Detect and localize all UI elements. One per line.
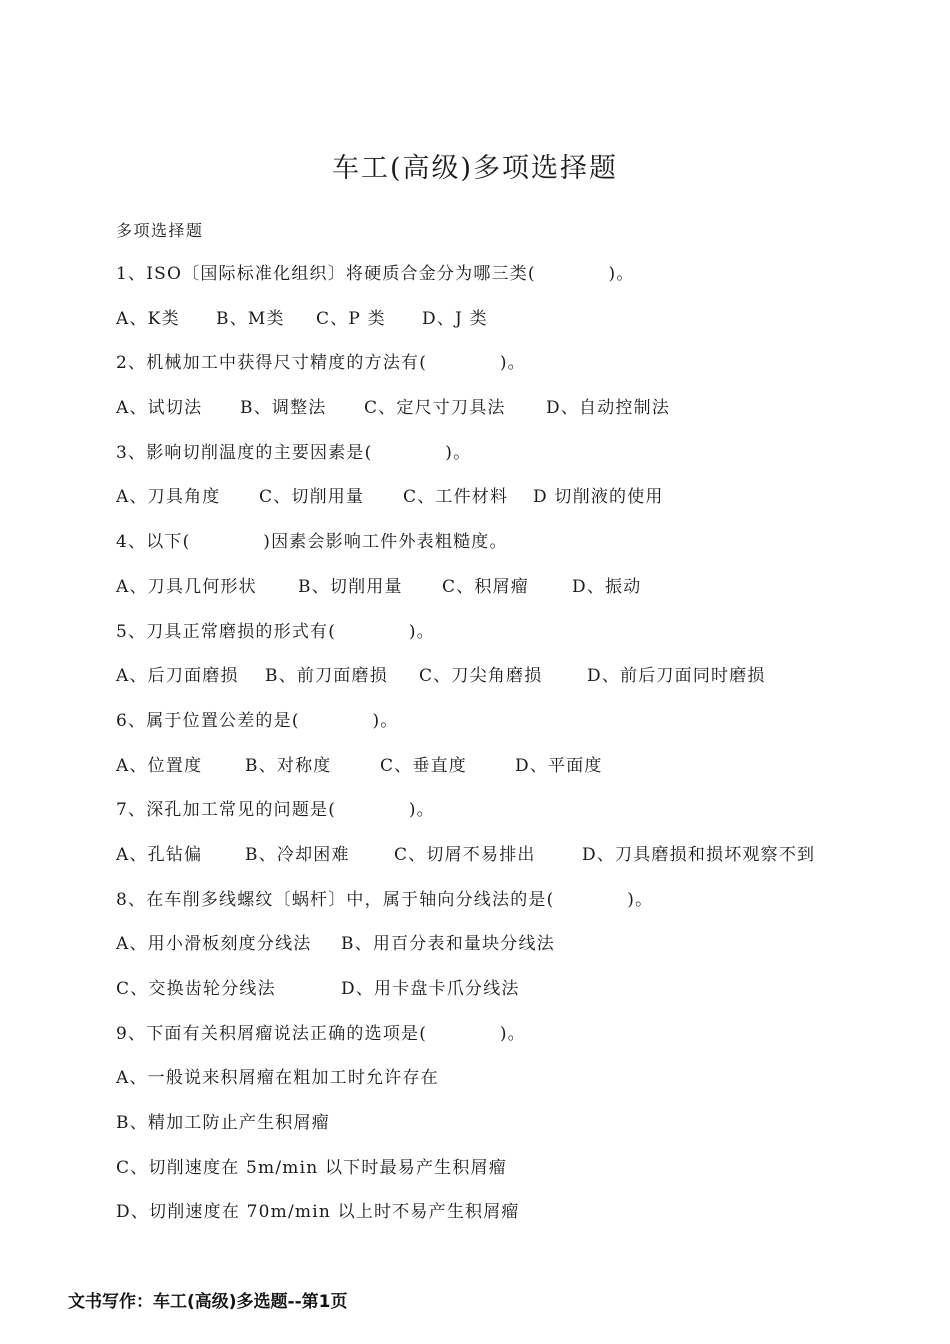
answer-option: C、刀尖角磨损	[419, 666, 543, 687]
answer-option: B、切削用量	[298, 576, 403, 597]
answer-option: A、刀具角度	[116, 487, 221, 508]
question-line: 5、刀具正常磨损的形式有( )。	[116, 621, 435, 642]
answer-option: C、工件材料	[403, 487, 509, 508]
option-line: C、切削速度在 5m/min 以下时最易产生积屑瘤	[116, 1157, 507, 1178]
option-line: D、切削速度在 70m/min 以上时不易产生积屑瘤	[116, 1202, 520, 1223]
answer-option: B、对称度	[245, 755, 332, 776]
question-line: 2、机械加工中获得尺寸精度的方法有( )。	[116, 353, 526, 374]
options-row	[116, 573, 916, 618]
question-line: 7、深孔加工常见的问题是( )。	[116, 800, 435, 821]
answer-option: A、位置度	[116, 755, 203, 776]
answer-option: C、积屑瘤	[442, 576, 530, 597]
question-line: 9、下面有关积屑瘤说法正确的选项是( )。	[116, 1023, 526, 1044]
options-row	[116, 930, 916, 975]
option-line: A、一般说来积屑瘤在粗加工时允许存在	[116, 1068, 439, 1089]
answer-option: A、K类	[116, 308, 180, 329]
answer-option: B、M类	[216, 308, 285, 329]
answer-option: B、冷却困难	[245, 844, 350, 865]
document-title: 车工(高级)多项选择题	[331, 153, 619, 184]
answer-option: A、试切法	[116, 398, 203, 419]
answer-option: C、P 类	[316, 308, 386, 329]
option-line: B、精加工防止产生积屑瘤	[116, 1113, 330, 1134]
answer-option: A、用小滑板刻度分线法	[116, 934, 312, 955]
question-line: 6、属于位置公差的是( )。	[116, 710, 399, 731]
question-line: 4、以下( )因素会影响工件外表粗糙度。	[116, 532, 508, 553]
answer-option: D 切削液的使用	[533, 487, 664, 508]
answer-option: D、前后刀面同时磨损	[587, 666, 766, 687]
answer-option: D、J 类	[422, 308, 488, 329]
options-row	[116, 662, 916, 707]
options-row	[116, 394, 916, 439]
answer-option: C、垂直度	[380, 755, 468, 776]
question-line: 8、在车削多线螺纹〔蜗杆〕中，属于轴向分线法的是( )。	[116, 889, 654, 910]
answer-option: A、刀具几何形状	[116, 576, 257, 597]
options-row	[116, 483, 916, 528]
answer-option: A、孔钻偏	[116, 844, 203, 865]
answer-option: D、自动控制法	[546, 398, 671, 419]
page-footer: 文书写作：车工(高级)多选题--第1页	[68, 1292, 348, 1312]
answer-option: D、平面度	[515, 755, 603, 776]
answer-option: B、用百分表和量块分线法	[341, 934, 555, 955]
question-list	[116, 260, 916, 1243]
answer-option: A、后刀面磨损	[116, 666, 239, 687]
answer-option: B、前刀面磨损	[265, 666, 388, 687]
question-line: 1、ISO〔国际标准化组织〕将硬质合金分为哪三类( )。	[116, 264, 635, 284]
options-row	[116, 975, 916, 1020]
answer-option: C、切屑不易排出	[394, 844, 536, 865]
answer-option: D、振动	[572, 576, 642, 597]
section-heading: 多项选择题	[116, 221, 204, 240]
answer-option: D、刀具磨损和损坏观察不到	[582, 844, 816, 865]
answer-option: B、调整法	[240, 398, 327, 419]
options-row	[116, 305, 916, 350]
options-row	[116, 841, 916, 886]
question-line: 3、影响切削温度的主要因素是( )。	[116, 442, 472, 463]
options-row	[116, 752, 916, 797]
answer-option: D、用卡盘卡爪分线法	[341, 979, 520, 999]
answer-option: C、定尺寸刀具法	[364, 398, 506, 419]
answer-option: C、切削用量	[259, 487, 365, 508]
answer-option: C、交换齿轮分线法	[116, 979, 276, 999]
